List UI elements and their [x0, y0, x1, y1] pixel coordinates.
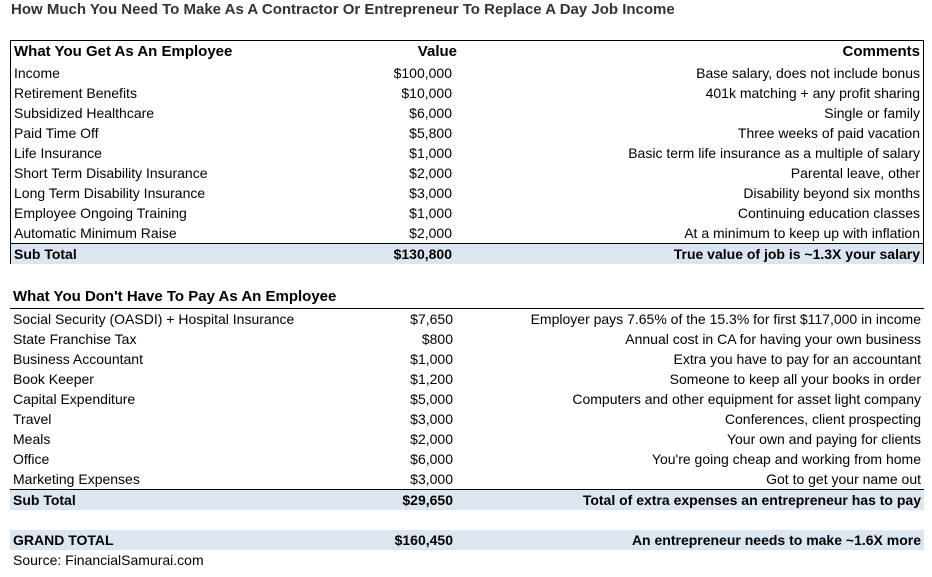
section1-header-row — [10, 40, 924, 63]
row-comment: Single or family — [824, 105, 920, 121]
grand-total-label: GRAND TOTAL — [13, 532, 114, 548]
table-row — [10, 163, 924, 183]
row-label: Subsidized Healthcare — [14, 105, 155, 121]
row-value: $1,200 — [410, 371, 453, 387]
table-row — [10, 449, 924, 469]
table-row — [10, 349, 924, 369]
row-value: $3,000 — [409, 185, 452, 201]
section2-header-row — [10, 286, 924, 309]
row-value: $1,000 — [410, 351, 453, 367]
income-table — [10, 40, 924, 570]
row-label: Marketing Expenses — [13, 471, 140, 487]
row-comment: Disability beyond six months — [743, 185, 920, 201]
subtotal-value: $130,800 — [393, 246, 452, 262]
table-row — [10, 309, 924, 329]
row-comment: Base salary, does not include bonus — [696, 65, 920, 81]
source-note: Source: FinancialSamurai.com — [13, 552, 204, 568]
row-value: $10,000 — [401, 85, 452, 101]
subtotal-value: $29,650 — [402, 492, 453, 508]
subtotal-label: Sub Total — [14, 246, 77, 262]
subtotal-comment: Total of extra expenses an entrepreneur has to pay — [582, 492, 921, 508]
row-comment: At a minimum to keep up with inflation — [684, 225, 920, 241]
table-row — [10, 183, 924, 203]
row-value: $3,000 — [410, 471, 453, 487]
table-row — [10, 329, 924, 349]
row-label: Income — [14, 65, 60, 81]
table-row — [10, 429, 924, 449]
row-comment: You're going cheap and working from home — [651, 451, 921, 467]
row-label: Retirement Benefits — [14, 85, 137, 101]
row-value: $5,000 — [410, 391, 453, 407]
row-comment: Your own and paying for clients — [726, 431, 921, 447]
row-label: Short Term Disability Insurance — [14, 165, 208, 181]
table-row — [10, 63, 924, 83]
row-label: Life Insurance — [14, 145, 102, 161]
row-label: Paid Time Off — [14, 125, 99, 141]
row-comment: Conferences, client prospecting — [724, 411, 921, 427]
row-value: $2,000 — [409, 165, 452, 181]
row-label: Automatic Minimum Raise — [14, 225, 177, 241]
row-comment: Basic term life insurance as a multiple of salary — [628, 145, 920, 161]
row-comment: Got to get your name out — [766, 471, 921, 487]
row-comment: Parental leave, other — [790, 165, 920, 181]
row-label: Business Accountant — [13, 351, 143, 367]
row-label: Office — [13, 451, 50, 467]
subtotal-label: Sub Total — [13, 492, 76, 508]
row-label: State Franchise Tax — [13, 331, 137, 347]
row-label: Capital Expenditure — [13, 391, 136, 407]
row-comment: Employer pays 7.65% of the 15.3% for first $117,000 in income — [530, 311, 921, 327]
table-row — [10, 123, 924, 143]
row-comment: 401k matching + any profit sharing — [705, 85, 920, 101]
row-value: $5,800 — [409, 125, 452, 141]
table-row — [10, 103, 924, 123]
row-comment: Three weeks of paid vacation — [737, 125, 920, 141]
source-row — [10, 550, 924, 570]
grand-total-comment: An entrepreneur needs to make ~1.6X more — [631, 532, 921, 548]
row-label: Employee Ongoing Training — [14, 205, 187, 221]
row-comment: Computers and other equipment for asset light company — [572, 391, 921, 407]
row-value: $800 — [421, 331, 453, 347]
comments-column-header: Comments — [842, 43, 920, 60]
row-value: $100,000 — [393, 65, 452, 81]
subtotal-comment: True value of job is ~1.3X your salary — [673, 246, 920, 262]
page-title: How Much You Need To Make As A Contractor Or Entrepreneur To Replace A Day Job Income — [11, 1, 675, 18]
table-row — [10, 203, 924, 223]
row-comment: Someone to keep all your books in order — [669, 371, 921, 387]
row-label: Book Keeper — [13, 371, 94, 387]
section1-subtotal-row — [10, 243, 924, 264]
table-row — [10, 469, 924, 489]
row-value: $2,000 — [410, 431, 453, 447]
row-value: $1,000 — [409, 145, 452, 161]
table-row — [10, 369, 924, 389]
grand-total-value: $160,450 — [394, 532, 453, 548]
row-comment: Annual cost in CA for having your own business — [625, 331, 921, 347]
value-column-header: Value — [417, 43, 457, 60]
table-row — [10, 83, 924, 103]
row-value: $1,000 — [409, 205, 452, 221]
grand-total-row — [10, 530, 924, 550]
row-value: $2,000 — [409, 225, 452, 241]
table-row — [10, 223, 924, 243]
row-label: Travel — [13, 411, 52, 427]
row-value: $7,650 — [410, 311, 453, 327]
row-comment: Continuing education classes — [737, 205, 920, 221]
row-label: Meals — [13, 431, 51, 447]
row-value: $6,000 — [409, 105, 452, 121]
table-row — [10, 389, 924, 409]
section2-header-label: What You Don't Have To Pay As An Employee — [13, 288, 337, 305]
row-label: Long Term Disability Insurance — [14, 185, 206, 201]
row-value: $3,000 — [410, 411, 453, 427]
table-row — [10, 143, 924, 163]
table-row — [10, 409, 924, 429]
section1-header-label: What You Get As An Employee — [14, 43, 233, 60]
section2-subtotal-row — [10, 489, 924, 510]
row-value: $6,000 — [410, 451, 453, 467]
row-comment: Extra you have to pay for an accountant — [673, 351, 921, 367]
row-label: Social Security (OASDI) + Hospital Insurance — [13, 311, 295, 327]
